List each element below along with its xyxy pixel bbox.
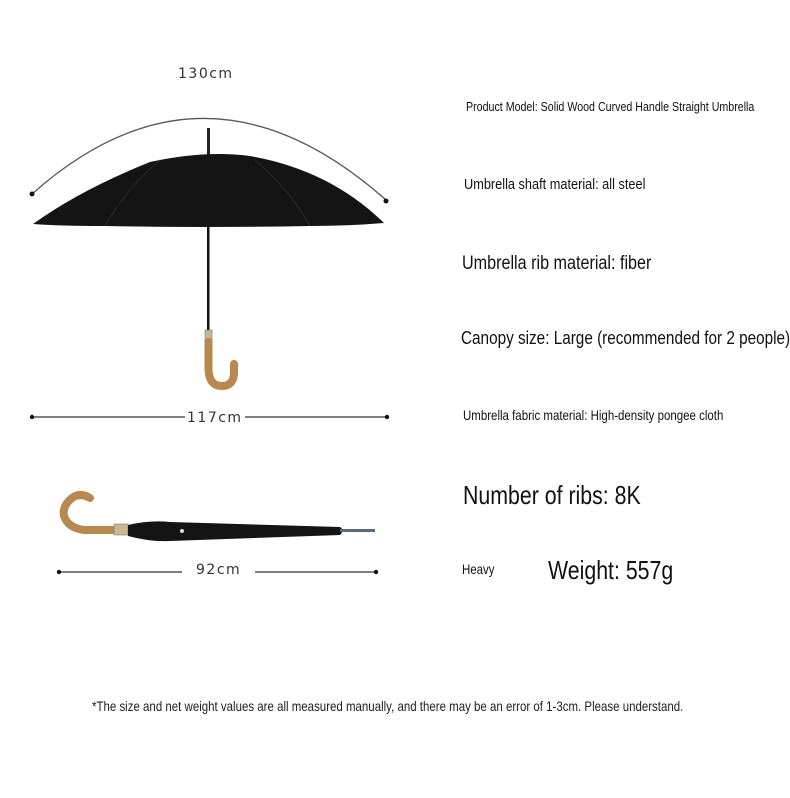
spec-rib-count: Number of ribs: 8K [463,480,641,510]
spec-product-model: Product Model: Solid Wood Curved Handle Straight Umbrella [466,99,755,114]
open-length-label: 117cm [187,410,243,426]
canopy [33,154,384,227]
spec-weight-tag: Heavy [462,561,495,577]
spec-rib-material: Umbrella rib material: fiber [462,253,652,274]
closed-length-label: 92cm [196,562,242,578]
wooden-handle-closed [64,495,118,530]
spec-canopy-size: Canopy size: Large (recommended for 2 people) [461,328,790,348]
spec-shaft-material: Umbrella shaft material: all steel [464,176,646,193]
spec-weight: Weight: 557g [548,555,674,585]
canopy-arc-label: 130cm [178,66,234,82]
measurement-disclaimer: *The size and net weight values are all measured manually, and there may be an error of 1-3cm. Please understand. [92,698,684,714]
wooden-handle [209,342,235,386]
spec-fabric-material: Umbrella fabric material: High-density pongee cloth [463,407,724,423]
folded-canopy [128,521,343,541]
